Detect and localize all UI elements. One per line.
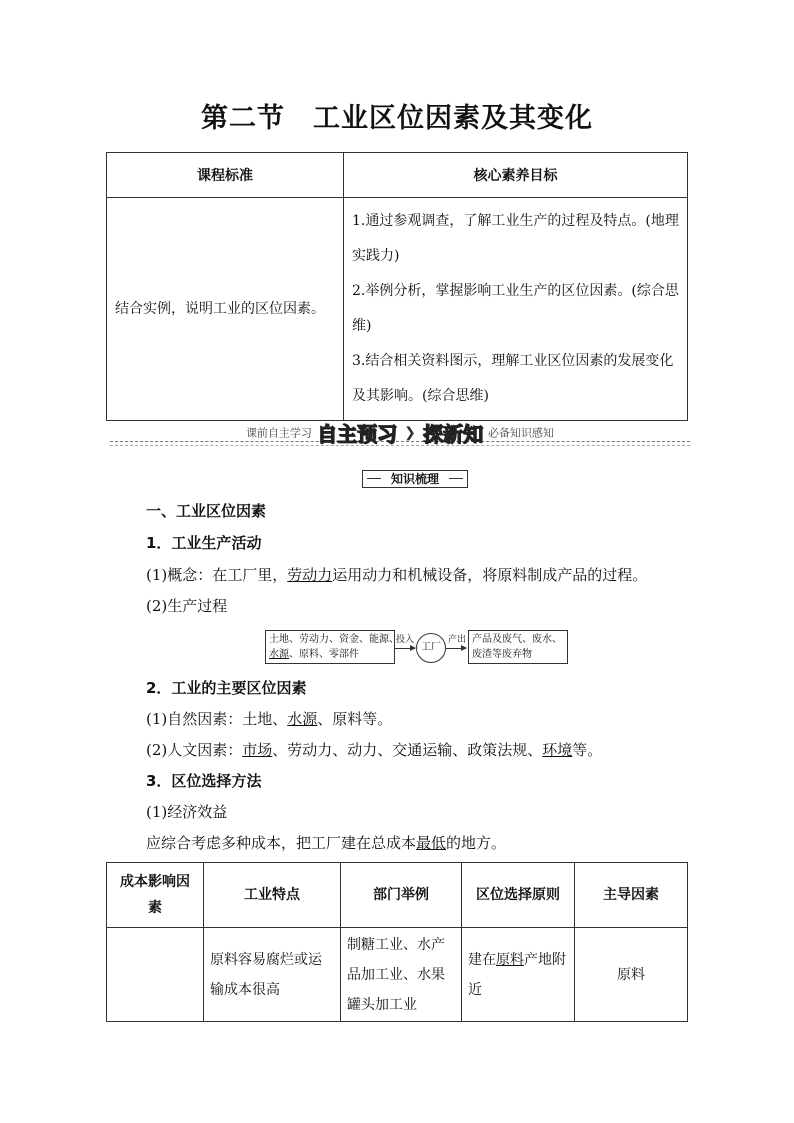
banner-title-2: 探新知 <box>422 422 483 446</box>
text: 的地方。 <box>446 834 507 852</box>
flow-input-line: 土地、劳动力、资金、能源、 <box>269 634 399 645</box>
cell-examples: 制糖工业、水产品加工业、水果罐头加工业 <box>341 928 462 1022</box>
text: (1)概念：在工厂里， <box>146 566 288 584</box>
key-term: 环境 <box>542 741 573 759</box>
flow-output-line: 产品及废气、废水、 <box>472 634 562 645</box>
heading-1-3: 3．区位选择方法 <box>146 772 262 790</box>
flow-in-label: 投入 <box>396 635 415 645</box>
flow-out-label: 产出 <box>448 635 467 645</box>
heading-1-2: 2．工业的主要区位因素 <box>146 679 307 697</box>
flow-input-line <box>269 647 391 662</box>
flow-output-line: 废渣等废弃物 <box>472 649 532 660</box>
key-term: 最低 <box>416 834 447 852</box>
text: 等。 <box>572 741 603 759</box>
goal-item: 2.举例分析，掌握影响工业生产的区位因素。(综合思维) <box>352 283 679 334</box>
table-row <box>107 928 688 1022</box>
paragraph-process: (2)生产过程 <box>146 597 228 615</box>
flow-factory: 工厂 <box>416 633 446 663</box>
cost-factor-table <box>106 862 688 1022</box>
paragraph-natural-factors <box>146 708 392 729</box>
key-term: 水源 <box>287 710 318 728</box>
curriculum-standards-table <box>106 152 688 421</box>
arrow-right-icon <box>446 648 466 649</box>
arrow-right-icon <box>395 648 415 649</box>
key-term: 劳动力 <box>287 566 333 584</box>
goal-item: 1.通过参观调查，了解工业生产的过程及特点。(地理实践力) <box>352 213 679 264</box>
header-examples: 部门举例 <box>341 863 462 928</box>
cell-leading-factor: 原料 <box>575 928 688 1022</box>
paragraph-concept <box>146 564 647 585</box>
section-label-text: 知识梳理 <box>390 472 439 486</box>
text: 、劳动力、动力、交通运输、政策法规、 <box>272 741 543 759</box>
cell-cost-factor <box>107 928 204 1022</box>
cell-industry-feature: 原料容易腐烂或运输成本很高 <box>204 928 341 1022</box>
paragraph-economic-benefit: (1)经济效益 <box>146 803 228 821</box>
header-industry-feature: 工业特点 <box>204 863 341 928</box>
arrow-right-icon: ❯ <box>404 424 416 441</box>
text: 运用动力和机械设备，将原料制成产品的过程。 <box>332 566 648 584</box>
page-title: 第二节 工业区位因素及其变化 <box>201 103 593 134</box>
paragraph-total-cost <box>146 832 506 853</box>
heading-1-1: 1．工业生产活动 <box>146 534 262 552</box>
flow-output-box <box>468 630 568 664</box>
text: 应综合考虑多种成本，把工厂建在总成本 <box>146 834 417 852</box>
key-term: 原料 <box>496 951 524 968</box>
table-header-row <box>107 863 688 928</box>
text: 、原料、零部件 <box>289 649 359 660</box>
table-row <box>107 198 688 421</box>
key-term: 市场 <box>242 741 273 759</box>
text: 建在 <box>468 951 496 968</box>
core-goals-cell <box>344 198 688 421</box>
banner-left-label: 课前自主学习 <box>245 426 312 440</box>
banner-text <box>110 418 690 447</box>
text: (1)自然因素：土地、 <box>146 710 288 728</box>
header-location-principle: 区位选择原则 <box>462 863 575 928</box>
flow-input-box <box>265 630 399 664</box>
header-curriculum-standard: 课程标准 <box>107 153 344 198</box>
table-header-row <box>107 153 688 198</box>
goal-item: 3.结合相关资料图示，理解工业区位因素的发展变化及其影响。(综合思维) <box>352 353 674 404</box>
text: (2)人文因素： <box>146 741 243 759</box>
text: 产地附近 <box>468 951 566 998</box>
production-flow-diagram <box>265 630 567 666</box>
text: 、原料等。 <box>317 710 393 728</box>
header-cost-factor: 成本影响因素 <box>107 863 204 928</box>
section-label <box>362 470 468 488</box>
header-leading-factor: 主导因素 <box>575 863 688 928</box>
heading-1: 一、工业区位因素 <box>146 502 267 520</box>
header-core-goals: 核心素养目标 <box>344 153 688 198</box>
paragraph-human-factors <box>146 739 602 760</box>
section-banner <box>110 418 690 448</box>
cell-location-principle <box>462 928 575 1022</box>
banner-title-1: 自主预习 <box>317 422 398 446</box>
curriculum-standard-cell: 结合实例，说明工业的区位因素。 <box>107 198 344 421</box>
banner-right-label: 必备知识感知 <box>488 426 555 440</box>
key-term: 水源 <box>269 649 289 660</box>
